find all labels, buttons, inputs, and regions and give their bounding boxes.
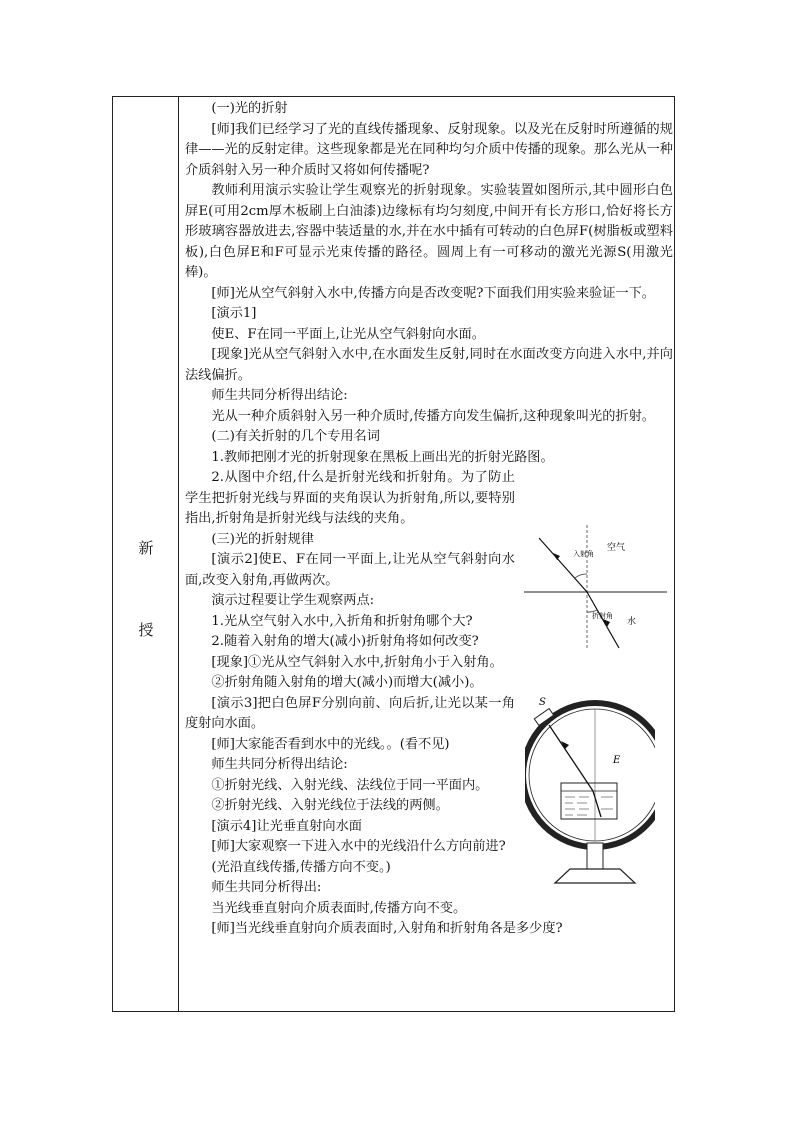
label-water: 水 xyxy=(627,617,637,627)
paragraph: 2.从图中介绍,什么是折射光线和折射角。为了防止学生把折射光线与界面的夹角误认为折射角,所以,要特别指出,折射角是折射光线与法线的夹角。 xyxy=(185,470,515,526)
section-heading-terms: (二)有关折射的几个专用名词 xyxy=(211,429,380,444)
water-container xyxy=(561,783,617,819)
paragraph: [师]大家能否看到水中的光线。。(看不见) xyxy=(211,736,450,752)
label-screen: E xyxy=(613,755,621,766)
paragraph: ①折射光线、入射光线、法线位于同一平面内。 xyxy=(211,777,489,793)
paragraph: 2.随着入射角的增大(减小)折射角将如何改变? xyxy=(211,634,479,649)
paragraph: 使E、F在同一平面上,让光从空气斜射向水面。 xyxy=(211,326,485,342)
incident-ray xyxy=(539,538,587,592)
paragraph: [师]当光线垂直射向介质表面时,入射角和折射角各是多少度? xyxy=(211,921,563,936)
paragraph: [演示3]把白色屏F分别向前、向后折,让光以某一角度射向水面。 xyxy=(185,695,515,731)
paragraph: ②折射角随入射角的增大(减小)而增大(减小)。 xyxy=(211,675,483,690)
section-heading-laws: (三)光的折射规律 xyxy=(211,531,314,547)
paragraph: 师生共同分析得出结论: xyxy=(211,388,348,403)
paragraph: 演示过程要让学生观察两点: xyxy=(211,593,375,608)
label-incidence-angle: 入射角 xyxy=(573,550,594,558)
incident-arrow xyxy=(553,553,560,560)
paragraph: [现象]光从空气斜射入水中,在水面发生反射,同时在水面改变方向进入水中,并向法线偏折。 xyxy=(185,347,673,383)
paragraph: 师生共同分析得出结论: xyxy=(211,757,348,772)
refraction-diagram xyxy=(519,520,669,650)
paragraph: [师]大家观察一下进入水中的光线沿什么方向前进? xyxy=(211,839,506,854)
paragraph: 当光线垂直射向介质表面时,传播方向不变。 xyxy=(211,900,467,916)
label-refraction-angle: 折射角 xyxy=(592,612,613,620)
refracted-beam xyxy=(593,791,601,817)
label-air: 空气 xyxy=(607,543,626,553)
section-heading-refraction: (一)光的折射 xyxy=(211,101,288,116)
stand-post xyxy=(587,843,603,869)
paragraph: ②折射光线、入射光线位于法线的两侧。 xyxy=(211,798,449,813)
incidence-angle-arc xyxy=(575,574,587,578)
label-source: S xyxy=(539,697,546,708)
laser-beam xyxy=(549,725,593,791)
screen-rim xyxy=(525,703,655,847)
stand-base xyxy=(555,869,635,883)
paragraph: [演示1] xyxy=(211,306,257,321)
paragraph: [师]我们已经学习了光的直线传播现象、反射现象。以及光在反射时所遵循的规律——光的反射定律。这些现象都是光在同种均匀介质中传播的现象。那么光从一种介质斜射入另一种介质时又将如何传播呢? xyxy=(185,121,673,178)
refracted-ray xyxy=(587,592,619,648)
paragraph: 师生共同分析得出: xyxy=(211,880,322,895)
paragraph: 教师利用演示实验让学生观察光的折射现象。实验装置如图所示,其中圆形白色屏E(可用2cm厚木板刷上白油漆)边缘标有均匀刻度,中间开有长方形口,恰好将长方形玻璃容器放进去,容器中装适量的水,并在水中插有可转动的白色屏F(树脂板或塑料板),白色屏E和F可显示光束传播的路径。圆周上有一可移动的激光光源S(用激光棒)。 xyxy=(185,183,673,280)
side-label-char: 新 xyxy=(138,539,154,557)
paragraph: 1.光从空气射入水中,入折角和折射角哪个大? xyxy=(211,613,473,629)
paragraph: [师]光从空气斜射入水中,传播方向是否改变呢?下面我们用实验来验证一下。 xyxy=(211,285,655,301)
column-divider xyxy=(178,97,179,1011)
paragraph: [现象]①光从空气斜射入水中,折射角小于入射角。 xyxy=(211,654,503,670)
paragraph: 1.教师把刚才光的折射现象在黑板上画出光的折射光路图。 xyxy=(211,449,554,465)
paragraph: [演示4]让光垂直射向水面 xyxy=(211,818,362,834)
lesson-table xyxy=(112,96,675,1012)
screen-inner xyxy=(529,709,655,841)
water-hatching xyxy=(565,797,613,815)
paragraph: [演示2]使E、F在同一平面上,让光从空气斜射向水面,改变入射角,再做两次。 xyxy=(185,552,515,588)
apparatus-diagram xyxy=(525,665,655,895)
side-label-char: 授 xyxy=(138,621,154,639)
paragraph: 光从一种介质斜射入另一种介质时,传播方向发生偏折,这种现象叫光的折射。 xyxy=(211,408,655,424)
paragraph: (光沿直线传播,传播方向不变。) xyxy=(211,859,391,875)
